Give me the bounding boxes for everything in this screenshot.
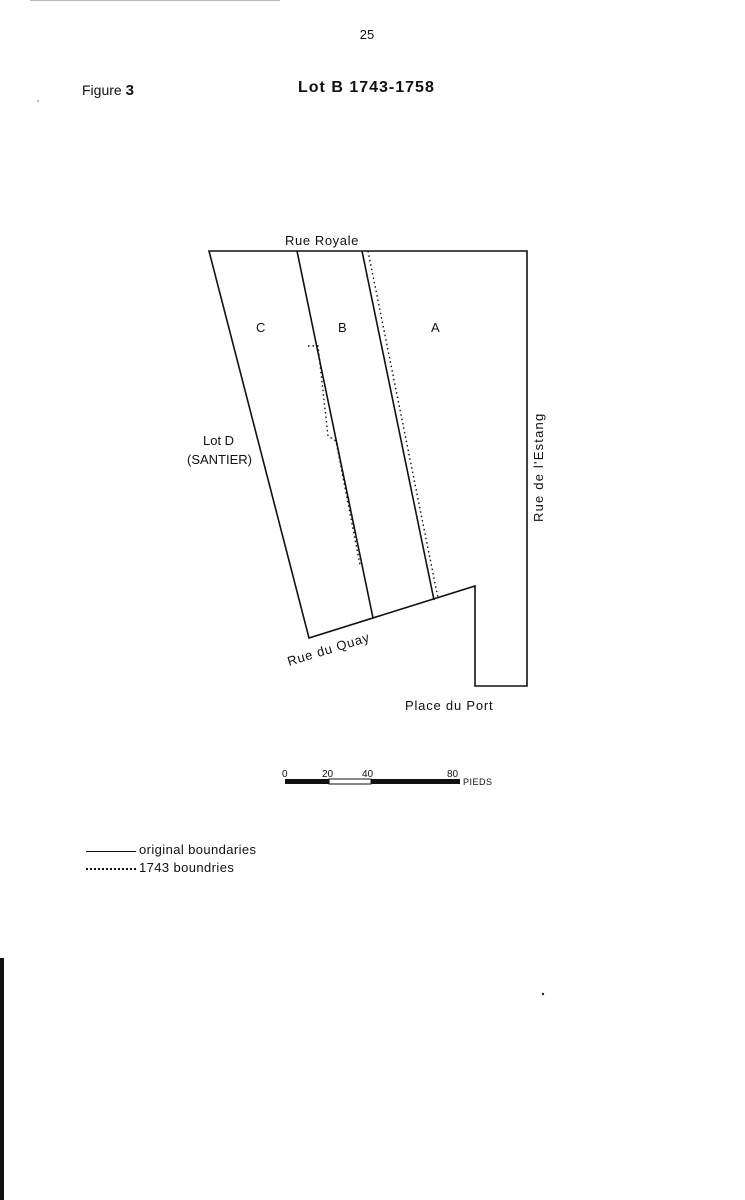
boundary-1743-right bbox=[368, 251, 438, 598]
figure-label-prefix: Figure bbox=[82, 82, 122, 98]
street-label-top: Rue Royale bbox=[285, 233, 359, 248]
page-number: 25 bbox=[359, 27, 375, 42]
street-label-bottom: Rue du Quay bbox=[285, 629, 372, 669]
street-label-right: Rue de l'Estang bbox=[531, 412, 546, 522]
scan-speck bbox=[542, 993, 544, 995]
scale-tick-20: 20 bbox=[322, 769, 334, 780]
scan-speck bbox=[37, 100, 39, 102]
boundary-b-a bbox=[362, 251, 434, 600]
lot-label-c: C bbox=[256, 320, 266, 335]
lot-label-b: B bbox=[338, 320, 347, 335]
scale-tick-0: 0 bbox=[282, 769, 288, 780]
legend-solid-line bbox=[86, 851, 136, 852]
boundary-1743-left bbox=[308, 346, 360, 565]
legend-dotted-line bbox=[86, 868, 136, 870]
figure-number: 3 bbox=[125, 82, 134, 99]
place-label: Place du Port bbox=[405, 698, 494, 713]
outer-boundary bbox=[209, 251, 527, 686]
lot-d-label-line1: Lot D bbox=[203, 433, 235, 448]
lot-label-a: A bbox=[431, 320, 440, 335]
scale-unit: PIEDS bbox=[463, 777, 493, 787]
boundary-c-b bbox=[297, 251, 373, 618]
legend-dotted-row bbox=[86, 860, 234, 875]
lot-d-label-line2: (SANTIER) bbox=[187, 452, 252, 467]
legend-solid-label: original boundaries bbox=[139, 842, 257, 857]
scale-tick-80: 80 bbox=[447, 769, 459, 780]
page-title: Lot B 1743-1758 bbox=[298, 79, 435, 96]
scale-bar bbox=[282, 769, 493, 787]
scale-tick-40: 40 bbox=[362, 769, 374, 780]
legend-dotted-label: 1743 boundries bbox=[139, 860, 235, 875]
legend-solid-row bbox=[86, 842, 256, 857]
